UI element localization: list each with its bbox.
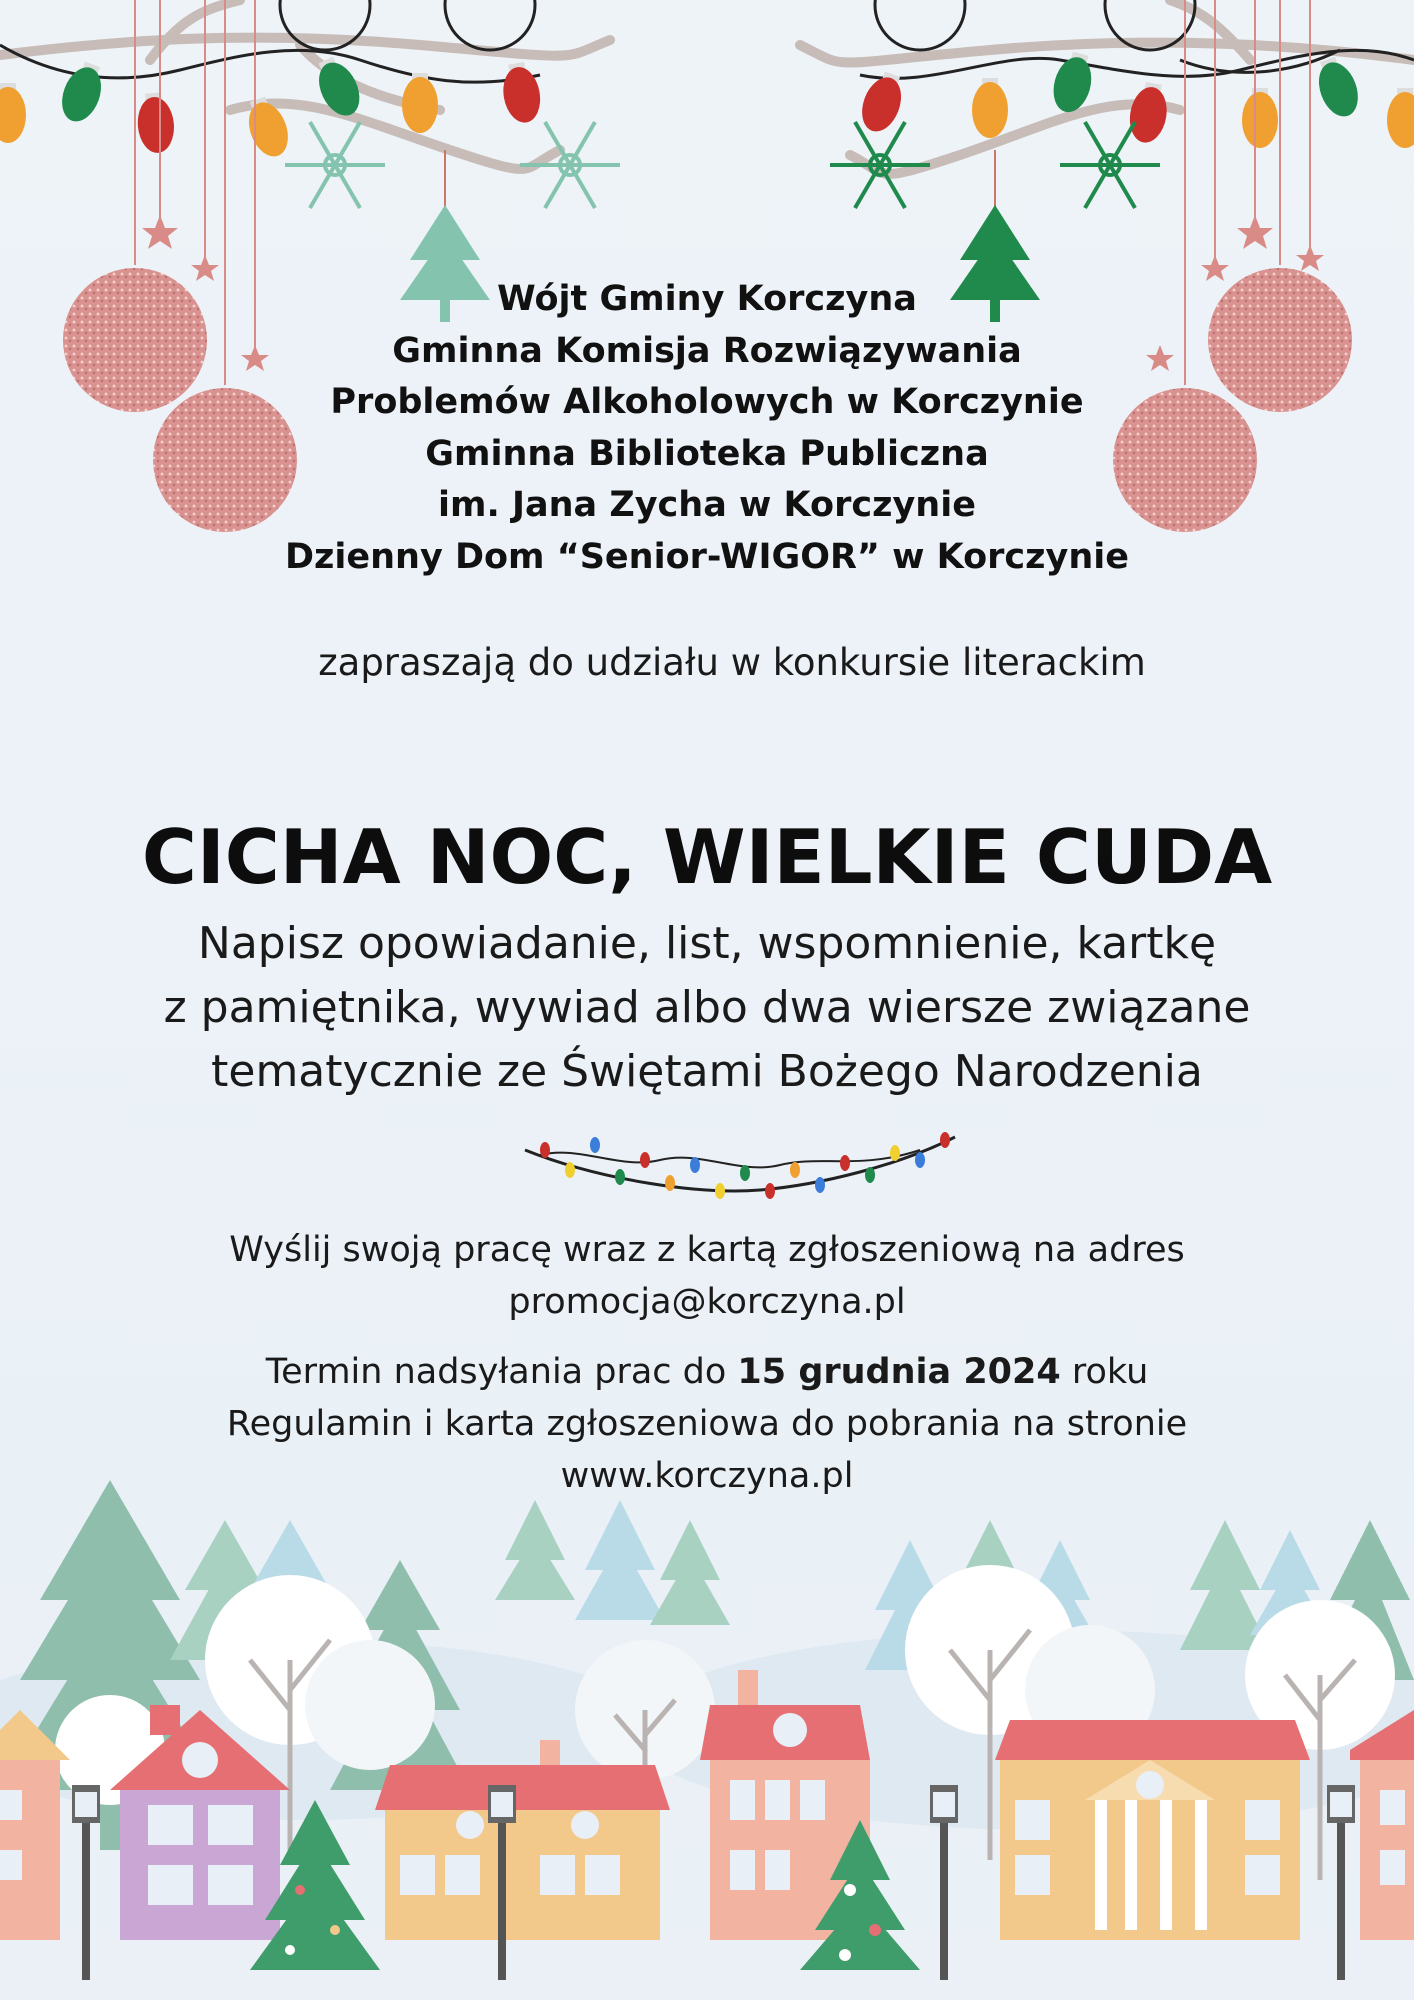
garland-divider [520,1125,960,1205]
deadline-line [0,1346,1414,1398]
description-line: tematycznie ze Świętami Bożego Narodzenia [211,1046,1203,1097]
organizers-block [0,274,1414,583]
snowflake-icon [285,122,620,208]
bulb-lights-left [0,52,544,161]
description-line: Napisz opowiadanie, list, wspomnienie, kartkę [197,918,1217,969]
rules-website: www.korczyna.pl [560,1456,854,1496]
deadline-prefix: Termin nadsyłania prac do [265,1352,738,1392]
bulb-lights-right [855,49,1414,148]
invitation-text: zapraszają do udziału w konkursie literackim [318,641,1146,684]
organizer-line: Gminna Biblioteka Publiczna [425,433,989,474]
deadline-date: 15 grudnia 2024 [737,1352,1061,1392]
contest-description [0,912,1414,1104]
submission-email: promocja@korczyna.pl [508,1282,906,1322]
organizer-line: im. Jana Zycha w Korczynie [438,485,976,525]
submission-block [0,1224,1414,1328]
submission-line: Wyślij swoją pracę wraz z kartą zgłoszeniową na adres [229,1230,1185,1270]
deadline-suffix: roku [1060,1352,1149,1392]
winter-village-illustration [0,1460,1414,2000]
organizer-line: Problemów Alkoholowych w Korczynie [330,382,1084,422]
organizer-line: Wójt Gminy Korczyna [497,279,917,319]
contest-title: CICHA NOC, WIELKIE CUDA [141,813,1273,901]
rules-line: Regulamin i karta zgłoszeniowa do pobrania na stronie [226,1404,1188,1444]
organizer-line: Dzienny Dom “Senior-WIGOR” w Korczynie [284,536,1130,577]
organizer-line: Gminna Komisja Rozwiązywania [392,330,1022,371]
description-line: z pamiętnika, wywiad albo dwa wiersze związane [163,982,1251,1033]
